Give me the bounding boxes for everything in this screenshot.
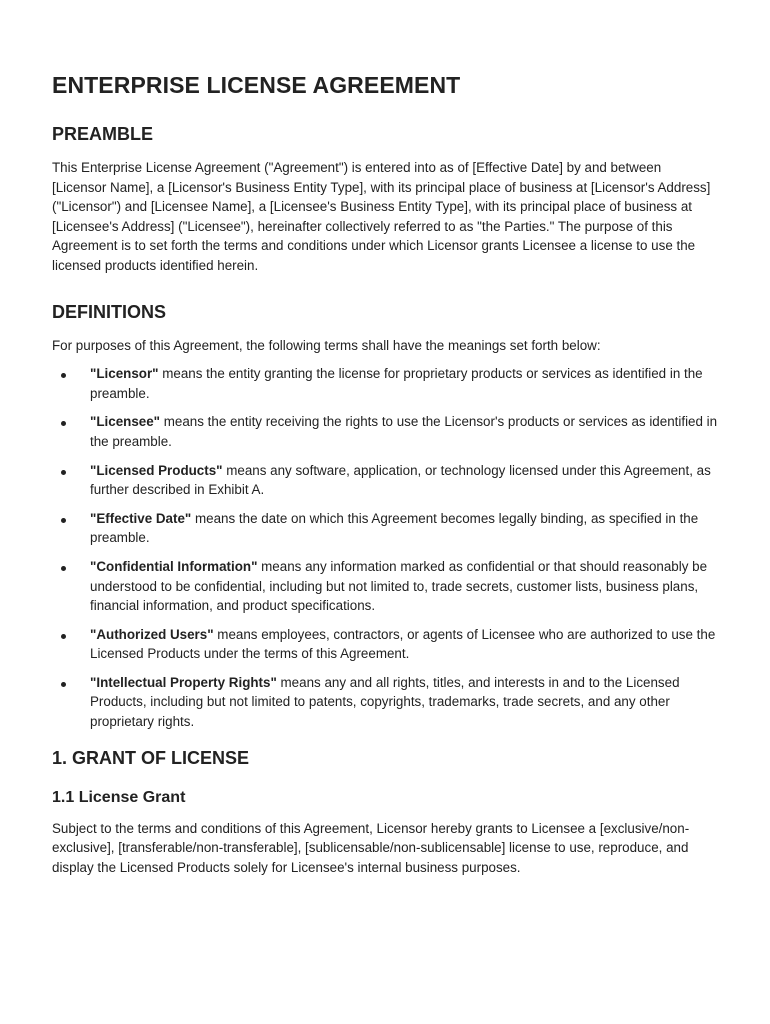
bullet-icon [61,373,66,378]
definition-item-effective-date [52,509,718,548]
definition-term: "Licensee" [90,414,161,430]
definitions-intro: For purposes of this Agreement, the following terms shall have the meanings set forth below: [52,337,601,353]
definition-term: "Authorized Users" [90,626,214,642]
definition-text: means the entity receiving the rights to use the Licensor's products or services as identified in the preamble. [90,414,718,449]
definition-item-licensed-products [52,461,718,500]
definition-term: "Confidential Information" [90,558,258,574]
bullet-icon [61,634,66,639]
license-grant-paragraph: Subject to the terms and conditions of this Agreement, Licensor hereby grants to Licensee a [exclusive/non-exclusive], [transferable/non-transferable], [sublicensable/non-sublicensable] license to use, reproduce, and display the Licensed Products solely for Licensee's internal business purposes. [52,820,690,875]
bullet-icon [61,518,66,523]
definition-text: means the date on which this Agreement becomes legally binding, as specified in the preamble. [90,510,699,546]
bullet-icon [61,470,66,475]
grant-of-license-heading: 1. GRANT OF LICENSE [52,747,250,768]
definition-text: means employees, contractors, or agents of Licensee who are authorized to use the Licensed Products under the terms of this Agreement. [90,626,716,662]
definition-text: means any and all rights, titles, and interests in and to the Licensed Products, including but not limited to patents, copyrights, trademarks, trade secrets, and any other proprietary rights. [90,674,680,730]
definition-text: means any software, application, or technology licensed under this Agreement, as further described in Exhibit A. [90,462,711,498]
definitions-heading: DEFINITIONS [52,301,167,322]
preamble-paragraph: This Enterprise License Agreement ("Agreement") is entered into as of [Effective Date] by and between [Licensor Name], a [Licensor's Business Entity Type], with its principal place of business at [Licensor's Address] ("Licensor") and [Licensee Name], a [Licensee's Business Entity Type], with its principal place of business at [Licensee's Address] ("Licensee"), hereinafter collectively referred to as "the Parties." The purpose of this Agreement is to set forth the terms and conditions under which Licensor grants Licensee a license to use the licensed products identified herein. [52,160,711,273]
document-title: ENTERPRISE LICENSE AGREEMENT [52,72,461,98]
definition-text: means the entity granting the license for proprietary products or services as identified in the preamble. [90,366,703,401]
definition-term: "Licensed Products" [90,462,223,478]
definition-item-confidential-information [52,557,718,616]
bullet-icon [61,566,66,571]
definition-term: "Licensor" [90,366,159,382]
preamble-heading: PREAMBLE [52,124,154,144]
definition-text: means any information marked as confidential or that should reasonably be understood to be confidential, including but not limited to, trade secrets, customer lists, business plans, financial information, and product specifications. [90,558,708,614]
bullet-icon [61,682,66,687]
definition-item-intellectual-property-rights [52,673,718,732]
license-grant-subheading: 1.1 License Grant [52,788,186,806]
definitions-list [52,364,718,732]
definition-term: "Intellectual Property Rights" [90,674,277,690]
definition-term: "Effective Date" [90,510,192,526]
bullet-icon [61,421,66,426]
definition-item-authorized-users [52,625,718,664]
definition-item-licensee [52,412,718,451]
definition-item-licensor [52,364,718,403]
